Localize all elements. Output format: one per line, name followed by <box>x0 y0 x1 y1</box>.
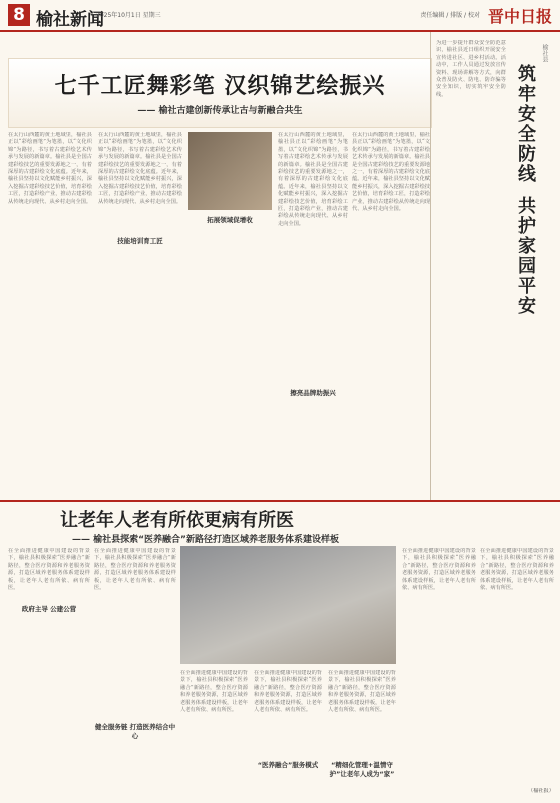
a2-body-col5: 在全面推进健康中国建设的背景下，榆社县积极探索“医养融合”新路径，整合医疗资源和养老服务资源，打造区域养老服务体系建设样板，让老年人老有所依、病有所医。 <box>328 670 396 714</box>
side-label: 榆社县 <box>541 44 548 62</box>
editor-line: 责任编辑 / 排版 / 校对 <box>420 12 480 19</box>
masthead: 晋中日报 <box>487 7 552 26</box>
lead-subhead-2: 拓展领域促增收 <box>207 216 253 224</box>
lead-subhead-1: 技能培训育工匠 <box>117 237 163 245</box>
lead-subtitle: —— 榆社古建创新传承让古与新融合共生 <box>137 106 303 116</box>
lead-body-col5: 在太行山西麓的黄土地域里，榆社县正以“彩绘画笔”为笔墨，以“文化织锦”为路径，书写着古建彩绘艺术传承与发展的新篇章。榆社县是全国古建彩绘技艺的重要发源地之一，有着深厚的古建彩绘文化底蕴。近年来，榆社县坚持以文化赋能乡村振兴，深入挖掘古建彩绘技艺价值，培育彩绘工匠，打造彩绘产业，推动古建彩绘从传统走向现代、从乡村走向全国。 <box>352 132 430 213</box>
page-number: 8 <box>8 4 30 26</box>
a2-photo <box>180 546 396 664</box>
section-name: 榆社新闻 <box>36 10 104 30</box>
column-divider <box>430 32 431 500</box>
second-article-subtitle: —— 榆社县探索“医养融合”新路径打造区域养老服务体系建设样板 <box>72 535 339 545</box>
a2-subhead-1: 政府主导 公建公营 <box>21 605 77 613</box>
lead-body-col2: 在太行山西麓的黄土地域里，榆社县正以“彩绘画笔”为笔墨，以“文化织锦”为路径，书写着古建彩绘艺术传承与发展的新篇章。榆社县是全国古建彩绘技艺的重要发源地之一，有着深厚的古建彩绘文化底蕴。近年来，榆社县坚持以文化赋能乡村振兴，深入挖掘古建彩绘技艺价值，培育彩绘工匠，打造彩绘产业，推动古建彩绘从传统走向现代、从乡村走向全国。 <box>98 132 182 205</box>
a2-body-col1: 在全面推进健康中国建设的背景下，榆社县积极探索“医养融合”新路径，整合医疗资源和养老服务资源，打造区域养老服务体系建设样板，让老年人老有所依、病有所医。 <box>8 548 90 592</box>
lead-title: 七千工匠舞彩笔 汉织锦艺绘振兴 <box>54 73 386 99</box>
side-title-a: 筑牢安全防线 <box>515 64 536 184</box>
page-header <box>0 0 560 32</box>
second-article-title: 让老年人老有所依更病有所医 <box>60 510 294 531</box>
a2-byline: （榆社报） <box>528 788 554 794</box>
a2-subhead-2: 健全服务链 打造医养结合中心 <box>94 723 176 740</box>
a2-body-col7: 在全面推进健康中国建设的背景下，榆社县积极探索“医养融合”新路径，整合医疗资源和养老服务资源，打造区域养老服务体系建设样板，让老年人老有所依、病有所医。 <box>480 548 554 592</box>
a2-body-col3: 在全面推进健康中国建设的背景下，榆社县积极探索“医养融合”新路径，整合医疗资源和养老服务资源，打造区域养老服务体系建设样板，让老年人老有所依、病有所医。 <box>180 670 248 714</box>
a2-body-col4: 在全面推进健康中国建设的背景下，榆社县积极探索“医养融合”新路径，整合医疗资源和养老服务资源，打造区域养老服务体系建设样板，让老年人老有所依、病有所医。 <box>254 670 322 714</box>
lead-body-col1: 在太行山西麓的黄土地域里，榆社县正以“彩绘画笔”为笔墨，以“文化织锦”为路径，书写着古建彩绘艺术传承与发展的新篇章。榆社县是全国古建彩绘技艺的重要发源地之一，有着深厚的古建彩绘文化底蕴。近年来，榆社县坚持以文化赋能乡村振兴，深入挖掘古建彩绘技艺价值，培育彩绘工匠，打造彩绘产业，推动古建彩绘从传统走向现代、从乡村走向全国。 <box>8 132 92 205</box>
side-title-b: 共护家园平安 <box>515 196 536 316</box>
a2-subhead-3: “医养融合”服务模式 <box>257 761 319 769</box>
a2-body-col2: 在全面推进健康中国建设的背景下，榆社县积极探索“医养融合”新路径，整合医疗资源和养老服务资源，打造区域养老服务体系建设样板，让老年人老有所依、病有所医。 <box>94 548 176 592</box>
lead-body-col4: 在太行山西麓的黄土地域里，榆社县正以“彩绘画笔”为笔墨，以“文化织锦”为路径，书写着古建彩绘艺术传承与发展的新篇章。榆社县是全国古建彩绘技艺的重要发源地之一，有着深厚的古建彩绘文化底蕴。近年来，榆社县坚持以文化赋能乡村振兴，深入挖掘古建彩绘技艺价值，培育彩绘工匠，打造彩绘产业，推动古建彩绘从传统走向现代、从乡村走向全国。 <box>278 132 348 227</box>
lead-photo <box>188 132 272 210</box>
side-body: 为进一步提升群众安全防范意识，榆社县近日组织开展安全宣传进社区、进乡村活动。活动中，工作人员通过发放宣传资料、现场讲解等方式，向群众普及防火、防电、防诈骗等安全知识，切实筑牢安全防线。 <box>436 40 506 98</box>
date-line: 2025年10月1日 星期三 <box>96 12 161 19</box>
a2-body-col6: 在全面推进健康中国建设的背景下，榆社县积极探索“医养融合”新路径，整合医疗资源和养老服务资源，打造区域养老服务体系建设样板，让老年人老有所依、病有所医。 <box>402 548 476 592</box>
lead-subhead-3: 擦亮品牌助振兴 <box>290 389 336 397</box>
a2-subhead-4: “精细化管理+温情守护”让老年人成为“家” <box>329 761 395 778</box>
lead-banner <box>8 58 432 128</box>
